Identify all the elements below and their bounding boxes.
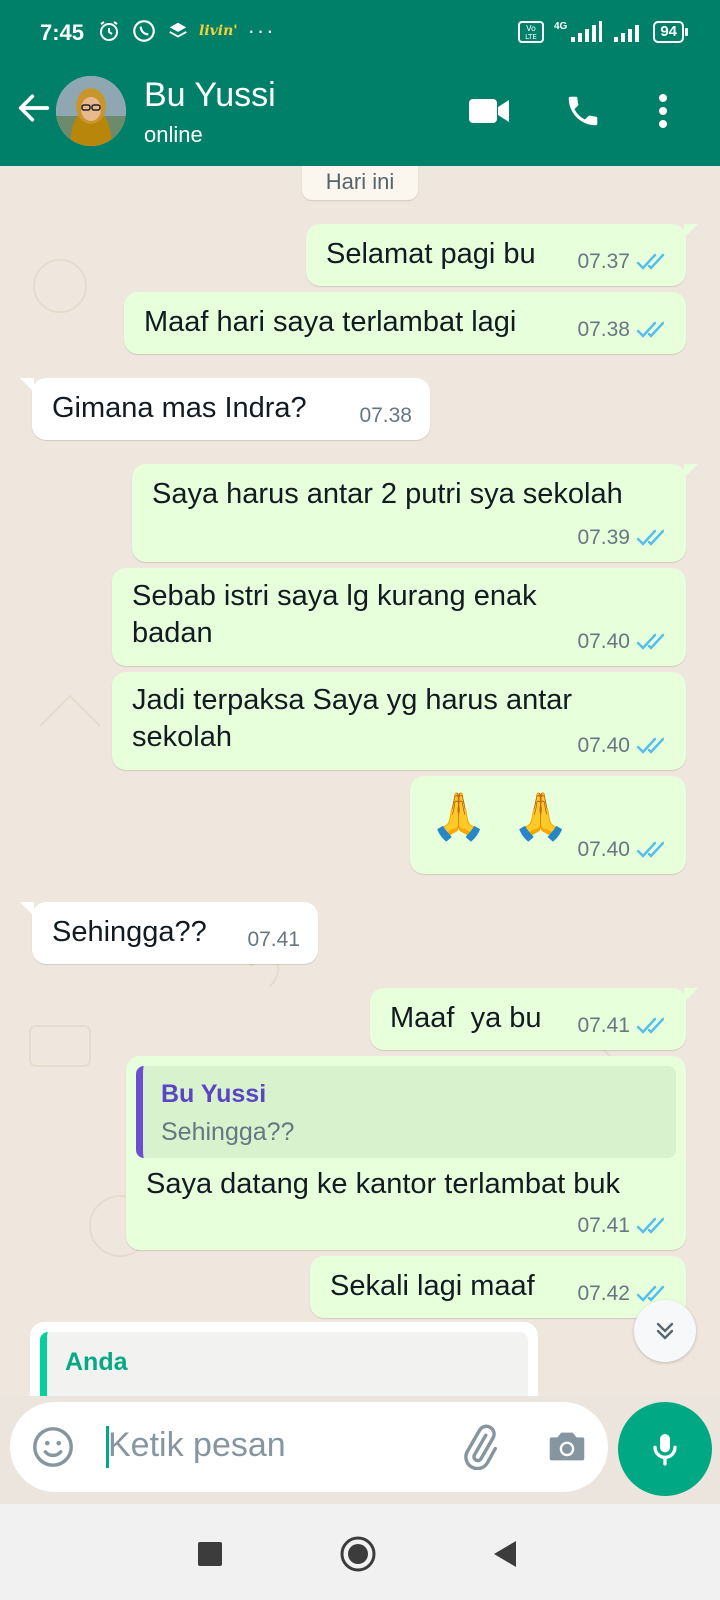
video-call-button[interactable]	[466, 88, 512, 134]
message-text: Maaf ya bu	[390, 1002, 542, 1034]
message-meta	[577, 250, 668, 274]
message-text-line-1: Jadi terpaksa Saya yg harus antar	[132, 684, 573, 716]
video-call-icon	[468, 96, 510, 126]
message-time: 07.41	[247, 928, 300, 951]
message-bubble[interactable]	[32, 902, 318, 964]
message-composer	[10, 1402, 608, 1492]
back-button[interactable]	[14, 88, 54, 128]
recents-button[interactable]	[190, 1534, 230, 1574]
camera-icon	[544, 1424, 590, 1470]
status-time: 7:45	[40, 20, 85, 45]
message-time: 07.37	[577, 250, 630, 273]
message-text: Sekali lagi maaf	[330, 1270, 535, 1302]
date-chip: Hari ini	[302, 166, 418, 200]
message-emoji: 🙏 🙏	[430, 790, 576, 842]
message-text-line-2: badan	[132, 617, 213, 649]
message-bubble[interactable]	[370, 988, 686, 1050]
message-bubble[interactable]	[132, 464, 686, 562]
emoji-icon	[30, 1424, 76, 1470]
livin-app-icon: livin'	[199, 23, 238, 39]
system-nav-bar	[0, 1504, 720, 1600]
back-nav-button[interactable]	[486, 1534, 526, 1574]
message-meta	[577, 1214, 668, 1238]
quoted-sender: Anda	[65, 1348, 128, 1376]
message-meta	[577, 838, 668, 862]
message-text: Selamat pagi bu	[326, 238, 536, 270]
double-tick-icon	[636, 1016, 668, 1036]
message-bubble[interactable]	[310, 1256, 686, 1318]
status-system-icons	[518, 20, 684, 44]
message-input[interactable]: Ketik pesan	[108, 1426, 286, 1464]
message-text: Maaf hari saya terlambat lagi	[144, 306, 517, 338]
voice-call-button[interactable]	[560, 88, 606, 134]
double-tick-icon	[636, 736, 668, 756]
attach-icon	[456, 1424, 502, 1470]
menu-button[interactable]	[640, 88, 686, 134]
double-tick-icon	[636, 632, 668, 652]
home-button[interactable]	[338, 1534, 378, 1574]
message-bubble[interactable]	[306, 224, 686, 286]
message-meta	[577, 526, 668, 550]
contact-status: online	[144, 122, 203, 147]
message-text: Sehingga??	[52, 916, 207, 948]
battery-indicator: 94	[653, 21, 684, 43]
square-icon	[197, 1541, 223, 1567]
scroll-down-icon	[651, 1317, 679, 1345]
message-bubble[interactable]	[410, 776, 686, 874]
voice-call-icon	[564, 92, 602, 130]
double-tick-icon	[636, 840, 668, 860]
message-time: 07.42	[577, 1282, 630, 1305]
message-meta	[577, 318, 668, 342]
message-time: 07.41	[577, 1014, 630, 1037]
message-bubble[interactable]	[112, 568, 686, 666]
message-meta	[577, 734, 668, 758]
quoted-sender: Bu Yussi	[161, 1080, 267, 1108]
emoji-button[interactable]	[30, 1424, 76, 1470]
avatar[interactable]	[56, 76, 126, 146]
message-time: 07.41	[577, 1214, 630, 1237]
signal-icon	[569, 21, 603, 43]
double-tick-icon	[636, 1216, 668, 1236]
message-time: 07.40	[577, 838, 630, 861]
message-meta	[577, 1014, 668, 1038]
message-text-line-1: Sebab istri saya lg kurang enak	[132, 580, 537, 612]
message-time: 07.40	[577, 630, 630, 653]
message-text: Saya harus antar 2 putri sya sekolah	[152, 478, 623, 510]
double-tick-icon	[636, 252, 668, 272]
more-notifications-icon: ···	[247, 18, 276, 43]
back-triangle-icon	[492, 1539, 520, 1569]
reply-message-bubble[interactable]	[126, 1056, 686, 1250]
home-circle-icon	[339, 1535, 377, 1573]
whatsapp-icon	[131, 18, 157, 44]
signal-icon-2	[613, 21, 643, 43]
message-text-line-2: sekolah	[132, 721, 232, 753]
volte-icon	[518, 20, 544, 44]
layers-icon	[167, 20, 189, 42]
message-bubble[interactable]	[112, 672, 686, 770]
svg-text:Vo: Vo	[526, 24, 536, 33]
svg-text:LTE: LTE	[525, 33, 537, 41]
chat-header	[0, 70, 720, 166]
message-time: 07.38	[359, 404, 412, 427]
voice-message-button[interactable]	[618, 1402, 712, 1496]
alarm-icon	[97, 19, 121, 43]
mic-icon	[645, 1429, 685, 1469]
status-bar	[0, 0, 720, 70]
status-notification-icons	[97, 18, 276, 44]
back-arrow-icon	[14, 88, 54, 128]
message-text: Gimana mas Indra?	[52, 392, 307, 424]
message-time: 07.40	[577, 734, 630, 757]
network-type: 4G	[553, 20, 568, 32]
message-meta	[577, 630, 668, 654]
quoted-message[interactable]	[40, 1332, 528, 1396]
message-bubble[interactable]	[32, 378, 430, 440]
chat-area[interactable]	[0, 166, 720, 1396]
message-time: 07.38	[577, 318, 630, 341]
message-meta	[359, 404, 412, 428]
attach-button[interactable]	[456, 1424, 502, 1470]
camera-button[interactable]	[544, 1424, 590, 1470]
partial-message-bubble[interactable]	[30, 1322, 538, 1396]
scroll-to-bottom-button[interactable]	[634, 1300, 696, 1362]
message-text: Saya datang ke kantor terlambat buk	[146, 1168, 620, 1200]
quoted-message[interactable]	[136, 1066, 676, 1158]
double-tick-icon	[636, 320, 668, 340]
contact-photo	[56, 76, 126, 146]
message-meta	[247, 928, 300, 952]
message-bubble[interactable]	[124, 292, 686, 354]
menu-icon	[657, 93, 669, 129]
message-time: 07.39	[577, 526, 630, 549]
double-tick-icon	[636, 528, 668, 548]
contact-name[interactable]: Bu Yussi	[144, 76, 276, 114]
quoted-text: Sehingga??	[161, 1118, 295, 1146]
